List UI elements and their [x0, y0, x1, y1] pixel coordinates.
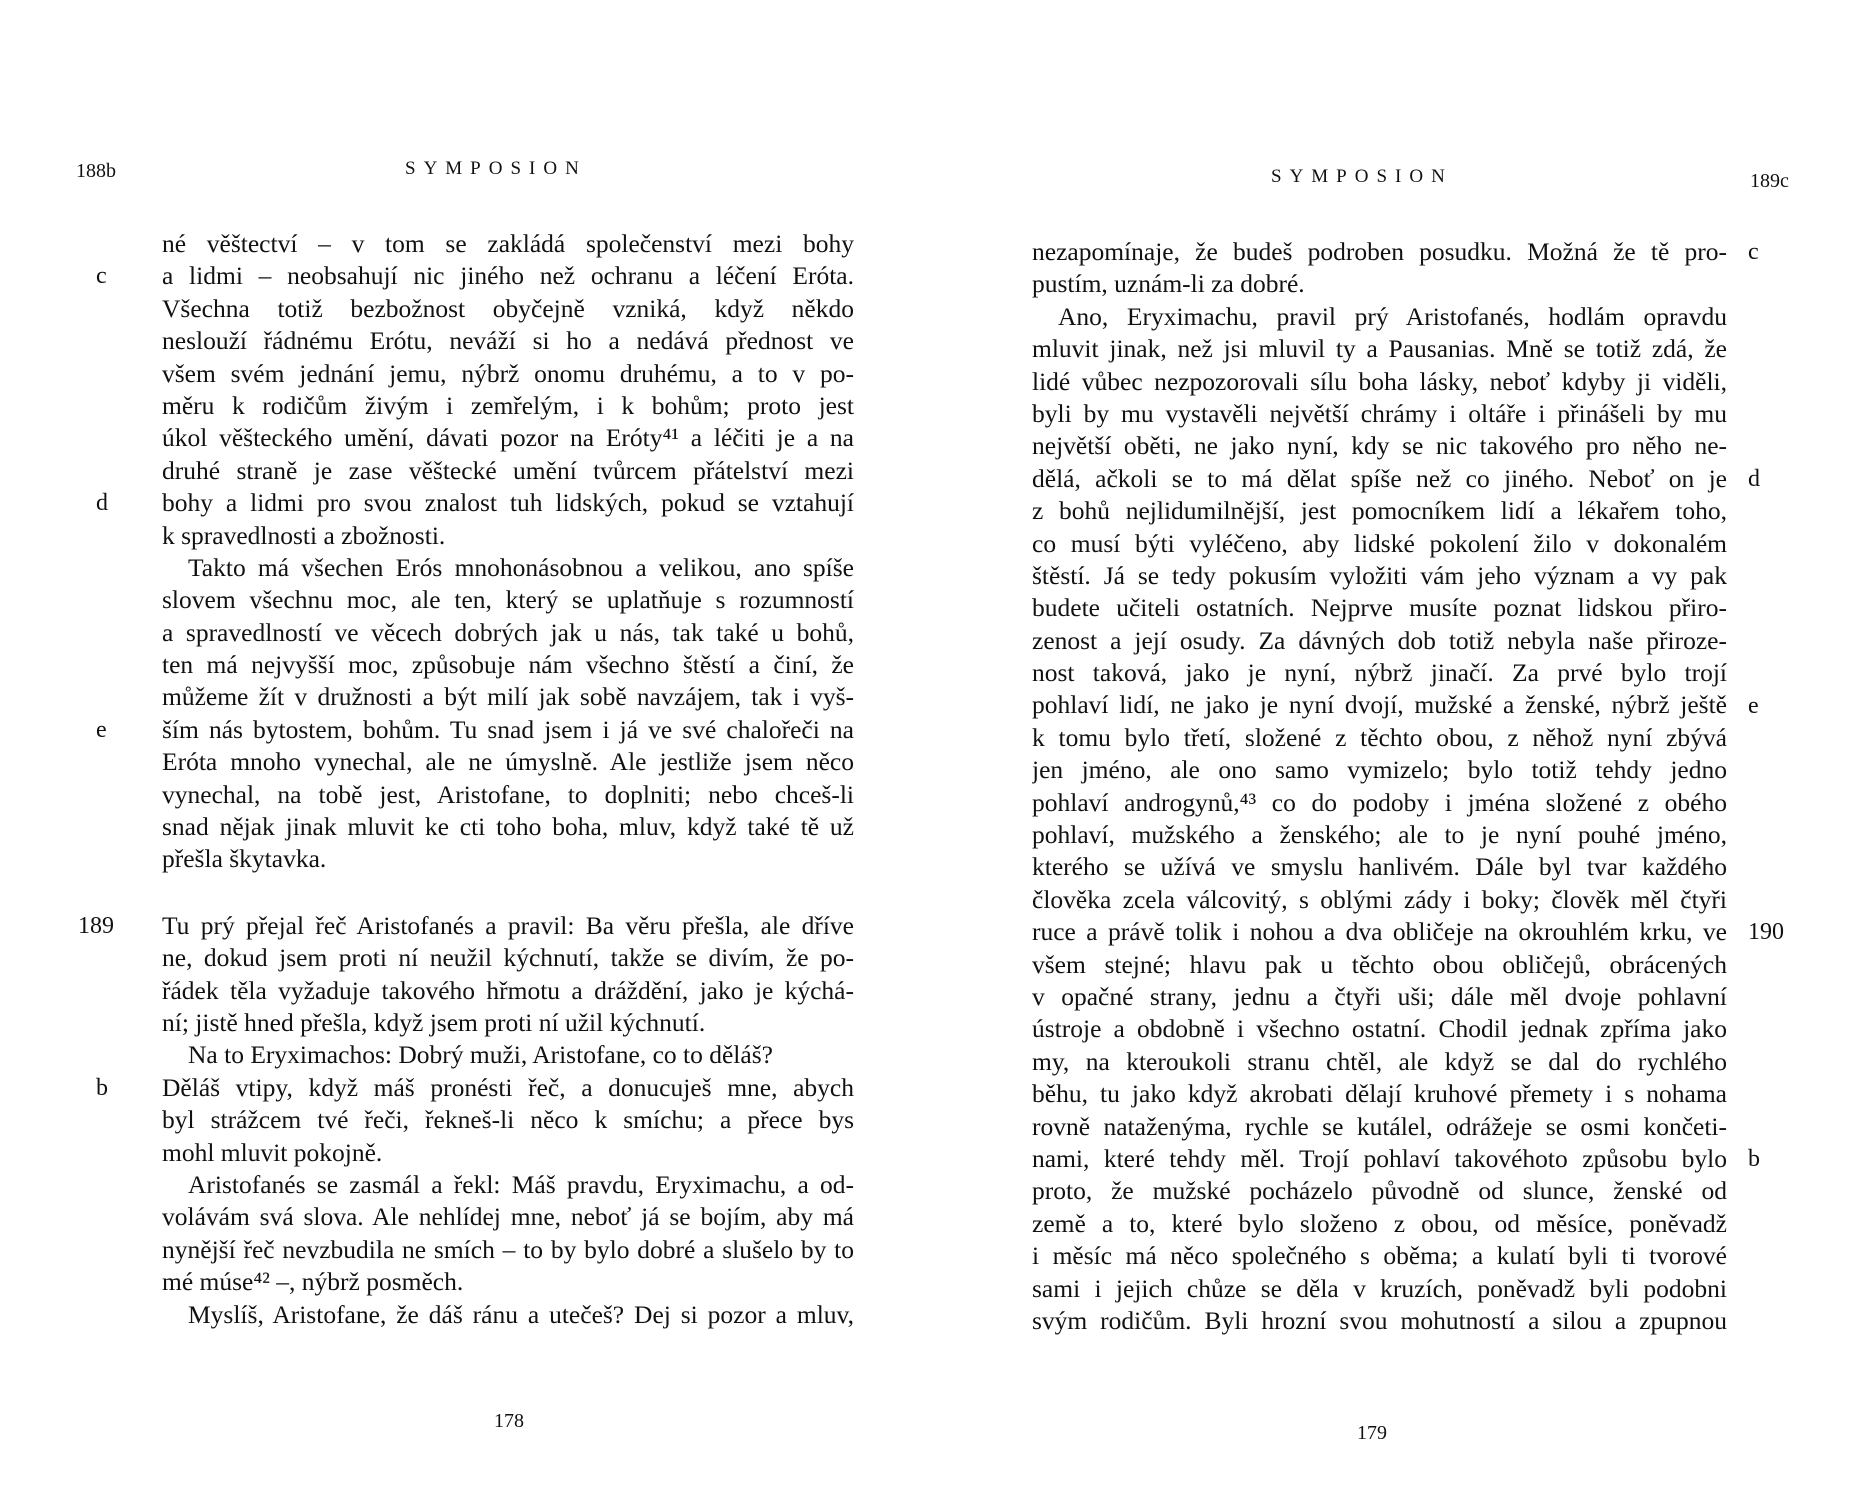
text-line: Všechna totiž bezbožnost obyčejně vzniká, když někdo	[162, 293, 854, 323]
text-line: kterého se užívá ve smyslu hanlivém. Dále byl tvar každého	[1032, 852, 1727, 882]
page-body	[162, 228, 854, 1331]
text-line: nynější řeč nevzbudila ne smích – to by bylo dobré a slušelo by to	[162, 1234, 854, 1264]
text-line: Na to Eryximachos: Dobrý muži, Aristofane, co to děláš?	[188, 1040, 773, 1070]
margin-marker: b	[96, 1075, 108, 1101]
paragraph-gap	[162, 876, 854, 910]
text-line: ten má nejvyšší moc, způsobuje nám všechno štěstí a činí, že	[162, 650, 854, 680]
running-head: SYMPOSION	[405, 158, 587, 179]
text-line: snad nějak jinak mluvit ke cti toho boha, mluv, když také tě už	[162, 812, 854, 842]
margin-marker: 189	[78, 913, 114, 939]
text-line: řádek těla vyžaduje takového hřmotu a dráždění, jako je kýchá-	[162, 975, 854, 1005]
text-line: bohy a lidmi pro svou znalost tuh lidských, pokud se vztahují	[162, 488, 854, 518]
text-line: nost taková, jako je nyní, nýbrž jinačí. Za prvé bylo trojí	[1032, 658, 1727, 688]
text-line: můžeme žít v družnosti a být milí jak sobě navzájem, tak i vyš-	[162, 682, 854, 712]
text-line: všem stejné; hlavu pak u těchto obou obličejů, obrácených	[1032, 949, 1727, 979]
text-line: jen jméno, ale ono samo vymizelo; bylo totiž tehdy jedno	[1032, 755, 1727, 785]
text-line: k spravedlnosti a zbožnosti.	[162, 520, 446, 550]
text-line: pohlaví, mužského a ženského; ale to je nyní pouhé jméno,	[1032, 820, 1727, 850]
right-page	[931, 0, 1862, 1501]
text-line: rovně nataženýma, rychle se kutálel, odrážeje se osmi končeti-	[1032, 1111, 1727, 1141]
text-line: měru k rodičům živým i zemřelým, i k bohům; proto jest	[162, 390, 854, 420]
text-line: a spravedlností ve věcech dobrých jak u nás, tak také u bohů,	[162, 617, 854, 647]
text-line: Eróta mnoho vynechal, ale ne úmyslně. Ale jestliže jsem něco	[162, 747, 854, 777]
text-line: ústroje a obdobně i všechno ostatní. Chodil jednak zpříma jako	[1032, 1014, 1727, 1044]
page-body	[1032, 236, 1727, 1337]
text-line: nami, které tehdy měl. Trojí pohlaví takovéhoto způsobu bylo	[1032, 1143, 1727, 1173]
text-line: slovem všechnu moc, ale ten, který se uplatňuje s rozumností	[162, 585, 854, 615]
text-line: pustím, uznám-li za dobré.	[1032, 269, 1305, 299]
text-line: běhu, tu jako když akrobati dělají kruhové přemety i s nohama	[1032, 1079, 1727, 1109]
text-line: člověka zcela válcovitý, s oblými zády i boky; člověk měl čtyři	[1032, 884, 1727, 914]
text-line: mluvit jinak, než jsi mluvil ty a Pausanias. Mně se totiž zdá, že	[1032, 334, 1727, 364]
text-line: sami i jejich chůze se děla v kruzích, poněvadž byli podobni	[1032, 1273, 1727, 1303]
text-line: úkol věšteckého umění, dávati pozor na Eróty⁴¹ a léčiti je a na	[162, 423, 854, 453]
margin-marker: c	[1748, 239, 1759, 265]
text-line: Ano, Eryximachu, pravil prý Aristofanés, hodlám opravdu	[1058, 301, 1727, 331]
text-line: Děláš vtipy, když máš pronésti řeč, a donucuješ mne, abych	[162, 1072, 854, 1102]
text-line: ruce a právě tolik i nohou a dva obličeje na okrouhlém krku, ve	[1032, 917, 1727, 947]
text-line: budete učiteli ostatních. Nejprve musíte poznat lidskou přiro-	[1032, 593, 1727, 623]
text-line: mé múse⁴² –, nýbrž posměch.	[162, 1267, 464, 1297]
text-line: my, na kteroukoli stranu chtěl, ale když se dal do rychlého	[1032, 1046, 1727, 1076]
text-line: Myslíš, Aristofane, že dáš ránu a utečeš? Dej si pozor a mluv,	[188, 1299, 854, 1329]
text-line: pohlaví lidí, ne jako je nyní dvojí, mužské a ženské, nýbrž ještě	[1032, 690, 1727, 720]
margin-marker: b	[1748, 1146, 1760, 1173]
text-line: byli by mu vystavěli největší chrámy i oltáře i přinášeli by mu	[1032, 398, 1727, 428]
page-number: 179	[1357, 1422, 1387, 1444]
text-line: druhé straně je zase věštecké umění tvůrcem přátelství mezi	[162, 455, 854, 485]
text-line: nezapomínaje, že budeš podroben posudku. Možná že tě pro-	[1032, 237, 1727, 266]
text-line: vynechal, na tobě jest, Aristofane, to doplniti; nebo chceš-li	[162, 779, 854, 809]
text-line: mohl mluvit pokojně.	[162, 1137, 383, 1167]
text-line: v opačné strany, jednu a čtyři uši; dále měl dvoje pohlavní	[1032, 981, 1727, 1011]
text-line: přešla škytavka.	[162, 844, 327, 874]
text-line: pohlaví androgynů,⁴³ co do podoby i jména složené z obého	[1032, 787, 1727, 817]
text-line: lidé vůbec nezpozorovali sílu boha lásky, neboť kdyby ji viděli,	[1032, 366, 1727, 396]
text-line: i měsíc má něco společného s oběma; a kulatí byli ti tvorové	[1032, 1241, 1727, 1271]
margin-marker: c	[96, 263, 107, 290]
text-line: Tu prý přejal řeč Aristofanés a pravil: Ba věru přešla, ale dříve	[162, 910, 854, 940]
text-line: proto, že mužské pocházelo původně od slunce, ženské od	[1032, 1176, 1727, 1206]
text-line: né věštectví – v tom se zakládá společenství mezi bohy	[162, 229, 854, 258]
text-line: neslouží řádnému Erótu, neváží si ho a nedává přednost ve	[162, 326, 854, 356]
text-line: štěstí. Já se tedy pokusím vyložiti vám jeho význam a vy pak	[1032, 560, 1727, 590]
text-line: co musí býti vyléčeno, aby lidské pokolení žilo v dokonalém	[1032, 528, 1727, 558]
text-line: svým rodičům. Byli hrozní svou mohutností a silou a zpupnou	[1032, 1305, 1727, 1335]
text-line: největší oběti, ne jako nyní, kdy se nic takového pro něho ne-	[1032, 431, 1727, 461]
text-line: ne, dokud jsem proti ní neužil kýchnutí, takže se divím, že po-	[162, 943, 854, 973]
text-line: všem svém jednání jemu, nýbrž onomu druhému, a to v po-	[162, 358, 854, 388]
text-line: dělá, ačkoli se to má dělat spíše než co jiného. Neboť on je	[1032, 463, 1727, 493]
stephanus-reference: 188b	[76, 160, 116, 182]
text-line: a lidmi – neobsahují nic jiného než ochranu a léčení Eróta.	[162, 261, 854, 291]
text-line: z bohů nejlidumilnější, jest pomocníkem lidí a lékařem toho,	[1032, 496, 1727, 526]
text-line: Aristofanés se zasmál a řekl: Máš pravdu, Eryximachu, a od-	[188, 1169, 854, 1199]
text-line: ším nás bytostem, bohům. Tu snad jsem i já ve své chalořeči na	[162, 714, 854, 744]
margin-marker: d	[1748, 465, 1760, 492]
margin-marker: e	[96, 717, 107, 743]
margin-marker: 190	[1748, 919, 1784, 946]
stephanus-reference: 189c	[1750, 170, 1789, 192]
margin-marker: e	[1748, 692, 1759, 719]
text-line: země a to, které bylo složeno z obou, od měsíce, poněvadž	[1032, 1208, 1727, 1238]
text-line: zenost a její osudy. Za dávných dob totiž nebyla naše přiroze-	[1032, 625, 1727, 655]
text-line: Takto má všechen Erós mnohonásobnou a velikou, ano spíše	[188, 552, 854, 582]
text-line: ní; jistě hned přešla, když jsem proti ní užil kýchnutí.	[162, 1007, 706, 1037]
page-number: 178	[494, 1410, 524, 1432]
margin-marker: d	[96, 490, 108, 517]
running-head: SYMPOSION	[1271, 166, 1453, 187]
text-line: volávám svá slova. Ale nehlídej mne, neboť já se bojím, aby má	[162, 1202, 854, 1232]
text-line: k tomu bylo třetí, složené z těchto obou, z něhož nyní zbývá	[1032, 722, 1727, 752]
text-line: byl strážcem tvé řeči, řekneš-li něco k smíchu; a přece bys	[162, 1105, 854, 1135]
